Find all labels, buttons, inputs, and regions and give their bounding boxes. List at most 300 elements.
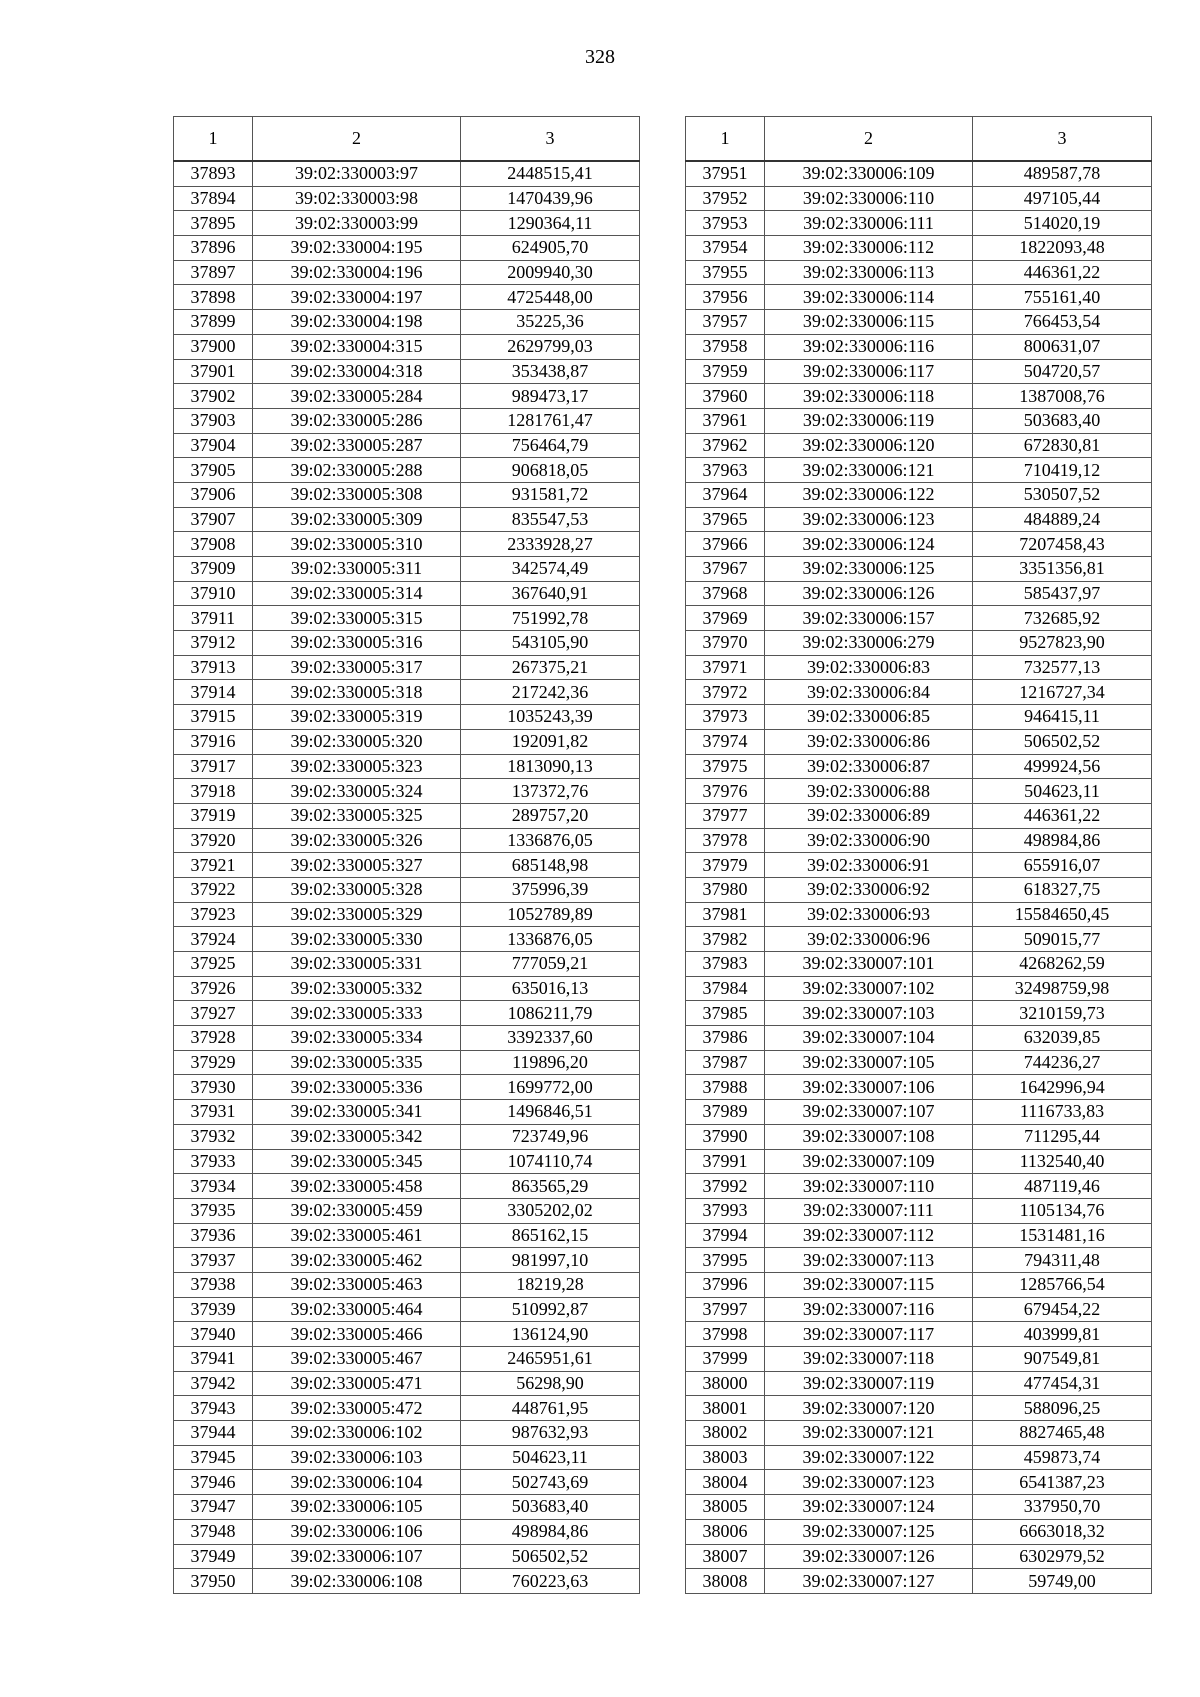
table-row [174, 1297, 640, 1322]
row-number-cell: 37932 [174, 1124, 253, 1149]
row-number-cell: 37912 [174, 631, 253, 656]
row-number-cell: 37997 [686, 1297, 765, 1322]
table-row [174, 186, 640, 211]
table-row [686, 1050, 1152, 1075]
row-number-cell: 38007 [686, 1544, 765, 1569]
cadastral-number-cell: 39:02:330006:103 [253, 1445, 461, 1470]
row-number-cell: 37993 [686, 1198, 765, 1223]
row-number-cell: 37952 [686, 186, 765, 211]
cadastral-number-cell: 39:02:330005:311 [253, 557, 461, 582]
value-cell: 1086211,79 [461, 1001, 640, 1026]
cadastral-number-cell: 39:02:330005:341 [253, 1100, 461, 1125]
table-row [174, 260, 640, 285]
cadastral-number-cell: 39:02:330006:114 [765, 285, 973, 310]
cadastral-number-cell: 39:02:330006:126 [765, 581, 973, 606]
row-number-cell: 37999 [686, 1347, 765, 1372]
row-number-cell: 37976 [686, 779, 765, 804]
cadastral-number-cell: 39:02:330004:318 [253, 359, 461, 384]
value-cell: 755161,40 [973, 285, 1152, 310]
table-row [686, 186, 1152, 211]
table-row [174, 680, 640, 705]
row-number-cell: 37930 [174, 1075, 253, 1100]
value-cell: 353438,87 [461, 359, 640, 384]
row-number-cell: 37985 [686, 1001, 765, 1026]
cadastral-number-cell: 39:02:330007:113 [765, 1248, 973, 1273]
table-row [686, 729, 1152, 754]
cadastral-number-cell: 39:02:330006:93 [765, 902, 973, 927]
value-cell: 618327,75 [973, 877, 1152, 902]
value-cell: 1035243,39 [461, 705, 640, 730]
table-row [174, 458, 640, 483]
table-row [174, 1124, 640, 1149]
table-row [174, 359, 640, 384]
cadastral-number-cell: 39:02:330007:110 [765, 1174, 973, 1199]
cadastral-number-cell: 39:02:330007:119 [765, 1371, 973, 1396]
table-row [174, 236, 640, 261]
row-number-cell: 37927 [174, 1001, 253, 1026]
table-row [174, 1519, 640, 1544]
table-row [686, 1100, 1152, 1125]
cadastral-number-cell: 39:02:330005:318 [253, 680, 461, 705]
row-number-cell: 37944 [174, 1421, 253, 1446]
value-cell: 506502,52 [461, 1544, 640, 1569]
table-row [686, 285, 1152, 310]
row-number-cell: 37980 [686, 877, 765, 902]
table-row [174, 285, 640, 310]
cadastral-number-cell: 39:02:330007:121 [765, 1421, 973, 1446]
cadastral-number-cell: 39:02:330005:288 [253, 458, 461, 483]
row-number-cell: 37946 [174, 1470, 253, 1495]
cadastral-number-cell: 39:02:330005:333 [253, 1001, 461, 1026]
table-row [686, 779, 1152, 804]
cadastral-number-cell: 39:02:330007:122 [765, 1445, 973, 1470]
table-row [686, 1124, 1152, 1149]
row-number-cell: 37926 [174, 976, 253, 1001]
row-number-cell: 37906 [174, 482, 253, 507]
cadastral-number-cell: 39:02:330005:335 [253, 1050, 461, 1075]
value-cell: 35225,36 [461, 310, 640, 335]
row-number-cell: 37945 [174, 1445, 253, 1470]
table-row [174, 1445, 640, 1470]
table-row [686, 211, 1152, 236]
value-cell: 446361,22 [973, 803, 1152, 828]
cadastral-number-cell: 39:02:330006:110 [765, 186, 973, 211]
table-row [174, 1421, 640, 1446]
value-cell: 760223,63 [461, 1569, 640, 1594]
cadastral-number-cell: 39:02:330006:91 [765, 853, 973, 878]
table-row [686, 1297, 1152, 1322]
cadastral-number-cell: 39:02:330007:127 [765, 1569, 973, 1594]
row-number-cell: 37975 [686, 754, 765, 779]
value-cell: 685148,98 [461, 853, 640, 878]
value-cell: 751992,78 [461, 606, 640, 631]
cadastral-number-cell: 39:02:330007:125 [765, 1519, 973, 1544]
table-row [686, 458, 1152, 483]
value-cell: 504623,11 [461, 1445, 640, 1470]
cadastral-number-cell: 39:02:330006:83 [765, 655, 973, 680]
cadastral-number-cell: 39:02:330006:116 [765, 334, 973, 359]
cadastral-number-cell: 39:02:330006:120 [765, 433, 973, 458]
table-row [174, 1075, 640, 1100]
cadastral-number-cell: 39:02:330006:121 [765, 458, 973, 483]
cadastral-number-cell: 39:02:330006:96 [765, 927, 973, 952]
value-cell: 4268262,59 [973, 952, 1152, 977]
row-number-cell: 37965 [686, 507, 765, 532]
table-row [686, 705, 1152, 730]
table-row [174, 631, 640, 656]
value-cell: 907549,81 [973, 1347, 1152, 1372]
value-cell: 498984,86 [973, 828, 1152, 853]
cadastral-number-cell: 39:02:330007:102 [765, 976, 973, 1001]
value-cell: 342574,49 [461, 557, 640, 582]
value-cell: 732685,92 [973, 606, 1152, 631]
table-row [174, 161, 640, 186]
cadastral-number-cell: 39:02:330007:106 [765, 1075, 973, 1100]
row-number-cell: 37956 [686, 285, 765, 310]
row-number-cell: 38001 [686, 1396, 765, 1421]
cadastral-number-cell: 39:02:330004:195 [253, 236, 461, 261]
row-number-cell: 37893 [174, 161, 253, 186]
value-cell: 3351356,81 [973, 557, 1152, 582]
value-cell: 4725448,00 [461, 285, 640, 310]
value-cell: 267375,21 [461, 655, 640, 680]
value-cell: 1813090,13 [461, 754, 640, 779]
table-row [174, 1198, 640, 1223]
value-cell: 459873,74 [973, 1445, 1152, 1470]
value-cell: 723749,96 [461, 1124, 640, 1149]
cadastral-number-cell: 39:02:330007:101 [765, 952, 973, 977]
value-cell: 448761,95 [461, 1396, 640, 1421]
value-cell: 6302979,52 [973, 1544, 1152, 1569]
row-number-cell: 37925 [174, 952, 253, 977]
value-cell: 504720,57 [973, 359, 1152, 384]
value-cell: 987632,93 [461, 1421, 640, 1446]
value-cell: 2465951,61 [461, 1347, 640, 1372]
cadastral-number-cell: 39:02:330003:99 [253, 211, 461, 236]
row-number-cell: 38006 [686, 1519, 765, 1544]
table-row [174, 729, 640, 754]
value-cell: 777059,21 [461, 952, 640, 977]
table-row [686, 1248, 1152, 1273]
cadastral-number-cell: 39:02:330007:112 [765, 1223, 973, 1248]
right-table-body [686, 161, 1152, 1593]
row-number-cell: 37937 [174, 1248, 253, 1273]
cadastral-number-cell: 39:02:330006:106 [253, 1519, 461, 1544]
row-number-cell: 37910 [174, 581, 253, 606]
table-row [174, 927, 640, 952]
table-row [174, 1470, 640, 1495]
cadastral-number-cell: 39:02:330004:315 [253, 334, 461, 359]
value-cell: 6663018,32 [973, 1519, 1152, 1544]
row-number-cell: 37979 [686, 853, 765, 878]
row-number-cell: 37911 [174, 606, 253, 631]
table-row [686, 1445, 1152, 1470]
table-row [174, 1371, 640, 1396]
cadastral-number-cell: 39:02:330007:124 [765, 1495, 973, 1520]
row-number-cell: 37942 [174, 1371, 253, 1396]
table-row [686, 1001, 1152, 1026]
cadastral-number-cell: 39:02:330006:123 [765, 507, 973, 532]
table-row [686, 557, 1152, 582]
table-row [686, 1223, 1152, 1248]
cadastral-number-cell: 39:02:330005:315 [253, 606, 461, 631]
table-row [686, 433, 1152, 458]
table-row [686, 803, 1152, 828]
cadastral-number-cell: 39:02:330005:459 [253, 1198, 461, 1223]
cadastral-number-cell: 39:02:330005:328 [253, 877, 461, 902]
row-number-cell: 37894 [174, 186, 253, 211]
table-row [686, 1075, 1152, 1100]
cadastral-number-cell: 39:02:330006:107 [253, 1544, 461, 1569]
cadastral-number-cell: 39:02:330005:284 [253, 384, 461, 409]
value-cell: 1052789,89 [461, 902, 640, 927]
cadastral-number-cell: 39:02:330005:329 [253, 902, 461, 927]
table-row [686, 655, 1152, 680]
table-row [174, 606, 640, 631]
cadastral-number-cell: 39:02:330005:323 [253, 754, 461, 779]
table-row [686, 902, 1152, 927]
table-row [686, 1198, 1152, 1223]
row-number-cell: 37916 [174, 729, 253, 754]
cadastral-number-cell: 39:02:330006:88 [765, 779, 973, 804]
cadastral-number-cell: 39:02:330005:471 [253, 1371, 461, 1396]
value-cell: 1336876,05 [461, 828, 640, 853]
value-cell: 6541387,23 [973, 1470, 1152, 1495]
cadastral-number-cell: 39:02:330006:124 [765, 532, 973, 557]
row-number-cell: 37901 [174, 359, 253, 384]
table-row [174, 803, 640, 828]
row-number-cell: 37960 [686, 384, 765, 409]
row-number-cell: 37989 [686, 1100, 765, 1125]
row-number-cell: 37969 [686, 606, 765, 631]
cadastral-number-cell: 39:02:330006:89 [765, 803, 973, 828]
row-number-cell: 37957 [686, 310, 765, 335]
cadastral-number-cell: 39:02:330006:111 [765, 211, 973, 236]
table-row [174, 853, 640, 878]
row-number-cell: 37951 [686, 161, 765, 186]
value-cell: 632039,85 [973, 1026, 1152, 1051]
row-number-cell: 37984 [686, 976, 765, 1001]
row-number-cell: 37970 [686, 631, 765, 656]
cadastral-number-cell: 39:02:330006:109 [765, 161, 973, 186]
table-row [686, 1026, 1152, 1051]
value-cell: 3305202,02 [461, 1198, 640, 1223]
row-number-cell: 37962 [686, 433, 765, 458]
column-header-2: 2 [253, 117, 461, 162]
row-number-cell: 37991 [686, 1149, 765, 1174]
table-row [174, 1001, 640, 1026]
value-cell: 477454,31 [973, 1371, 1152, 1396]
table-row [174, 211, 640, 236]
table-row [174, 482, 640, 507]
table-row [174, 1174, 640, 1199]
cadastral-number-cell: 39:02:330006:112 [765, 236, 973, 261]
cadastral-number-cell: 39:02:330005:334 [253, 1026, 461, 1051]
row-number-cell: 37953 [686, 211, 765, 236]
table-row [686, 606, 1152, 631]
cadastral-number-cell: 39:02:330006:119 [765, 408, 973, 433]
table-row [686, 359, 1152, 384]
cadastral-number-cell: 39:02:330007:118 [765, 1347, 973, 1372]
table-row [174, 1223, 640, 1248]
cadastral-number-cell: 39:02:330006:157 [765, 606, 973, 631]
table-row [174, 754, 640, 779]
row-number-cell: 37981 [686, 902, 765, 927]
row-number-cell: 37964 [686, 482, 765, 507]
value-cell: 3392337,60 [461, 1026, 640, 1051]
table-row [686, 631, 1152, 656]
value-cell: 56298,90 [461, 1371, 640, 1396]
value-cell: 624905,70 [461, 236, 640, 261]
cadastral-number-cell: 39:02:330005:319 [253, 705, 461, 730]
table-row [686, 1371, 1152, 1396]
cadastral-number-cell: 39:02:330006:90 [765, 828, 973, 853]
row-number-cell: 37990 [686, 1124, 765, 1149]
value-cell: 504623,11 [973, 779, 1152, 804]
value-cell: 503683,40 [973, 408, 1152, 433]
row-number-cell: 37931 [174, 1100, 253, 1125]
row-number-cell: 37992 [686, 1174, 765, 1199]
row-number-cell: 37905 [174, 458, 253, 483]
value-cell: 337950,70 [973, 1495, 1152, 1520]
row-number-cell: 37966 [686, 532, 765, 557]
row-number-cell: 37914 [174, 680, 253, 705]
row-number-cell: 37978 [686, 828, 765, 853]
cadastral-number-cell: 39:02:330005:330 [253, 927, 461, 952]
value-cell: 1822093,48 [973, 236, 1152, 261]
cadastral-number-cell: 39:02:330007:117 [765, 1322, 973, 1347]
cadastral-number-cell: 39:02:330005:327 [253, 853, 461, 878]
value-cell: 1387008,76 [973, 384, 1152, 409]
cadastral-number-cell: 39:02:330005:458 [253, 1174, 461, 1199]
column-header-3: 3 [461, 117, 640, 162]
table-row [174, 384, 640, 409]
table-row [174, 655, 640, 680]
table-row [686, 1569, 1152, 1594]
row-number-cell: 37897 [174, 260, 253, 285]
cadastral-number-cell: 39:02:330005:466 [253, 1322, 461, 1347]
cadastral-number-cell: 39:02:330005:326 [253, 828, 461, 853]
value-cell: 1496846,51 [461, 1100, 640, 1125]
row-number-cell: 37918 [174, 779, 253, 804]
cadastral-number-cell: 39:02:330003:98 [253, 186, 461, 211]
row-number-cell: 37908 [174, 532, 253, 557]
cadastral-number-cell: 39:02:330005:467 [253, 1347, 461, 1372]
table-row [174, 1569, 640, 1594]
table-row [686, 927, 1152, 952]
cadastral-number-cell: 39:02:330006:85 [765, 705, 973, 730]
table-row [686, 1421, 1152, 1446]
row-number-cell: 37938 [174, 1272, 253, 1297]
row-number-cell: 37998 [686, 1322, 765, 1347]
value-cell: 289757,20 [461, 803, 640, 828]
value-cell: 1531481,16 [973, 1223, 1152, 1248]
row-number-cell: 37899 [174, 310, 253, 335]
row-number-cell: 38003 [686, 1445, 765, 1470]
cadastral-number-cell: 39:02:330006:84 [765, 680, 973, 705]
value-cell: 484889,24 [973, 507, 1152, 532]
table-row [686, 952, 1152, 977]
row-number-cell: 37920 [174, 828, 253, 853]
cadastral-number-cell: 39:02:330006:102 [253, 1421, 461, 1446]
cadastral-number-cell: 39:02:330005:472 [253, 1396, 461, 1421]
row-number-cell: 37947 [174, 1495, 253, 1520]
row-number-cell: 37907 [174, 507, 253, 532]
cadastral-number-cell: 39:02:330005:308 [253, 482, 461, 507]
row-number-cell: 37898 [174, 285, 253, 310]
table-row [686, 310, 1152, 335]
row-number-cell: 38005 [686, 1495, 765, 1520]
table-header-row [174, 117, 640, 162]
row-number-cell: 37900 [174, 334, 253, 359]
table-row [174, 1050, 640, 1075]
table-row [174, 1347, 640, 1372]
table-row [174, 952, 640, 977]
row-number-cell: 37909 [174, 557, 253, 582]
value-cell: 217242,36 [461, 680, 640, 705]
value-cell: 588096,25 [973, 1396, 1152, 1421]
row-number-cell: 37950 [174, 1569, 253, 1594]
row-number-cell: 37995 [686, 1248, 765, 1273]
column-header-3: 3 [973, 117, 1152, 162]
value-cell: 7207458,43 [973, 532, 1152, 557]
cadastral-number-cell: 39:02:330004:198 [253, 310, 461, 335]
table-row [686, 161, 1152, 186]
left-table-body [174, 161, 640, 1593]
value-cell: 585437,97 [973, 581, 1152, 606]
table-row [174, 408, 640, 433]
cadastral-number-cell: 39:02:330006:122 [765, 482, 973, 507]
cadastral-number-cell: 39:02:330006:105 [253, 1495, 461, 1520]
row-number-cell: 37935 [174, 1198, 253, 1223]
row-number-cell: 37922 [174, 877, 253, 902]
table-row [686, 408, 1152, 433]
value-cell: 981997,10 [461, 1248, 640, 1273]
value-cell: 497105,44 [973, 186, 1152, 211]
table-row [174, 433, 640, 458]
table-row [686, 754, 1152, 779]
row-number-cell: 37963 [686, 458, 765, 483]
value-cell: 502743,69 [461, 1470, 640, 1495]
value-cell: 137372,76 [461, 779, 640, 804]
table-row [174, 1396, 640, 1421]
table-row [174, 1026, 640, 1051]
table-row [174, 1544, 640, 1569]
value-cell: 1216727,34 [973, 680, 1152, 705]
table-row [174, 828, 640, 853]
value-cell: 403999,81 [973, 1322, 1152, 1347]
value-cell: 835547,53 [461, 507, 640, 532]
table-row [686, 384, 1152, 409]
value-cell: 2629799,03 [461, 334, 640, 359]
row-number-cell: 37958 [686, 334, 765, 359]
row-number-cell: 37923 [174, 902, 253, 927]
cadastral-number-cell: 39:02:330007:103 [765, 1001, 973, 1026]
table-row [686, 1519, 1152, 1544]
value-cell: 635016,13 [461, 976, 640, 1001]
value-cell: 446361,22 [973, 260, 1152, 285]
value-cell: 1699772,00 [461, 1075, 640, 1100]
row-number-cell: 37904 [174, 433, 253, 458]
row-number-cell: 37968 [686, 581, 765, 606]
cadastral-number-cell: 39:02:330005:342 [253, 1124, 461, 1149]
value-cell: 732577,13 [973, 655, 1152, 680]
row-number-cell: 37959 [686, 359, 765, 384]
row-number-cell: 37939 [174, 1297, 253, 1322]
row-number-cell: 38008 [686, 1569, 765, 1594]
cadastral-number-cell: 39:02:330003:97 [253, 161, 461, 186]
cadastral-number-cell: 39:02:330007:105 [765, 1050, 973, 1075]
